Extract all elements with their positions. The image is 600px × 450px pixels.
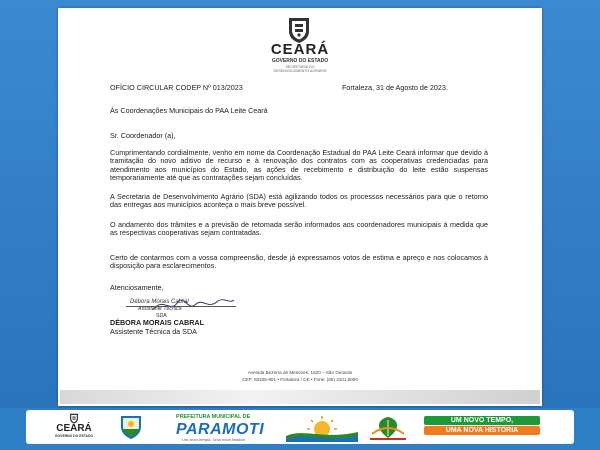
paramoti-shield-icon	[118, 414, 144, 440]
banner-city-name: PARAMOTI	[176, 421, 265, 438]
letter-paragraph-4: Certo de contarmos com a vossa compreensão, desde já expressamos votos de estima e apreço e nos colocamos à disposição para esclarecimentos.	[110, 253, 488, 271]
banner-slogan-line2: UMA NOVA HISTÓRIA	[424, 426, 540, 435]
footer-contact: CEP: 60325-901 • Fortaleza / CE • Fone: (85) 3101.8000	[242, 377, 358, 382]
leaf-logo-icon	[362, 414, 414, 442]
banner-slogan	[424, 416, 540, 438]
signature-script-name: Débora Morais Cabral	[130, 299, 189, 305]
letter-paragraph-1: Cumprimentando cordialmente, venho em nome da Coordenação Estadual do PAA Leite Ceará informar que devido à tramitação do novo aditivo de recurso e à renovação dos contratos com as cooperativas credenciadas para atendimento aos municípios do Estado, as ações de recebimento e distribuição do leite estão suspensas temporariamente até que as contratações sejam concluídas.	[110, 148, 488, 182]
footer-address: Avenida Bezerra de Menezes, 1820 – São Gerardo	[247, 370, 353, 375]
banner-ceara-word: CEARÁ	[56, 423, 92, 434]
letter-closing: Atenciosamente,	[110, 283, 164, 292]
letterhead-state-sub: GOVERNO DO ESTADO	[271, 58, 329, 64]
banner-slogan-line1: UM NOVO TEMPO,	[424, 416, 540, 425]
municipal-banner	[26, 410, 574, 444]
letterhead-secretariat-line1: SECRETARIA DO	[285, 65, 315, 69]
letter-date: Fortaleza, 31 de Agosto de 2023.	[342, 83, 448, 92]
document-sheet	[58, 8, 542, 406]
banner-city-slogan: Um novo tempo, Uma nova história	[182, 437, 245, 442]
signer-role: Assistente Técnica da SDA	[110, 327, 197, 336]
letterhead-secretariat	[58, 65, 542, 73]
banner-ceara-gov: GOVERNO DO ESTADO	[54, 434, 94, 438]
letterhead-secretariat-line2: DESENVOLVIMENTO AGRÁRIO	[273, 69, 327, 73]
signature-script-role: Assistente Técnica	[138, 306, 182, 312]
letter-paragraph-2: A Secretaria de Desenvolvimento Agrário (SDA) está agilizando todos os processos necessários para que o retorno das entregas aos municípios aconteça o mais breve possível.	[110, 192, 488, 210]
banner-prefeitura-label: PREFEITURA MUNICIPAL DE	[176, 414, 251, 420]
letterhead-state-name: CEARÁ	[270, 41, 330, 58]
ceara-crest-icon	[286, 16, 312, 44]
signer-name: DÉBORA MORAIS CABRAL	[110, 318, 204, 327]
letter-salutation: Sr. Coordenador (a),	[110, 131, 176, 140]
ceara-logo	[44, 413, 104, 443]
sun-logo-icon	[284, 414, 360, 442]
letter-paragraph-3: O andamento dos trâmites e a previsão de retomada serão informados aos coordenadores municipais à medida que as respectivas cooperativas sejam contratadas.	[110, 220, 488, 238]
letter-reference: OFÍCIO CIRCULAR CODEP Nº 013/2023	[110, 83, 243, 92]
signature-script-org: SDA	[156, 313, 167, 319]
letter-addressee: Às Coordenações Municipais do PAA Leite Ceará	[110, 106, 268, 115]
footer-bar	[60, 390, 540, 404]
